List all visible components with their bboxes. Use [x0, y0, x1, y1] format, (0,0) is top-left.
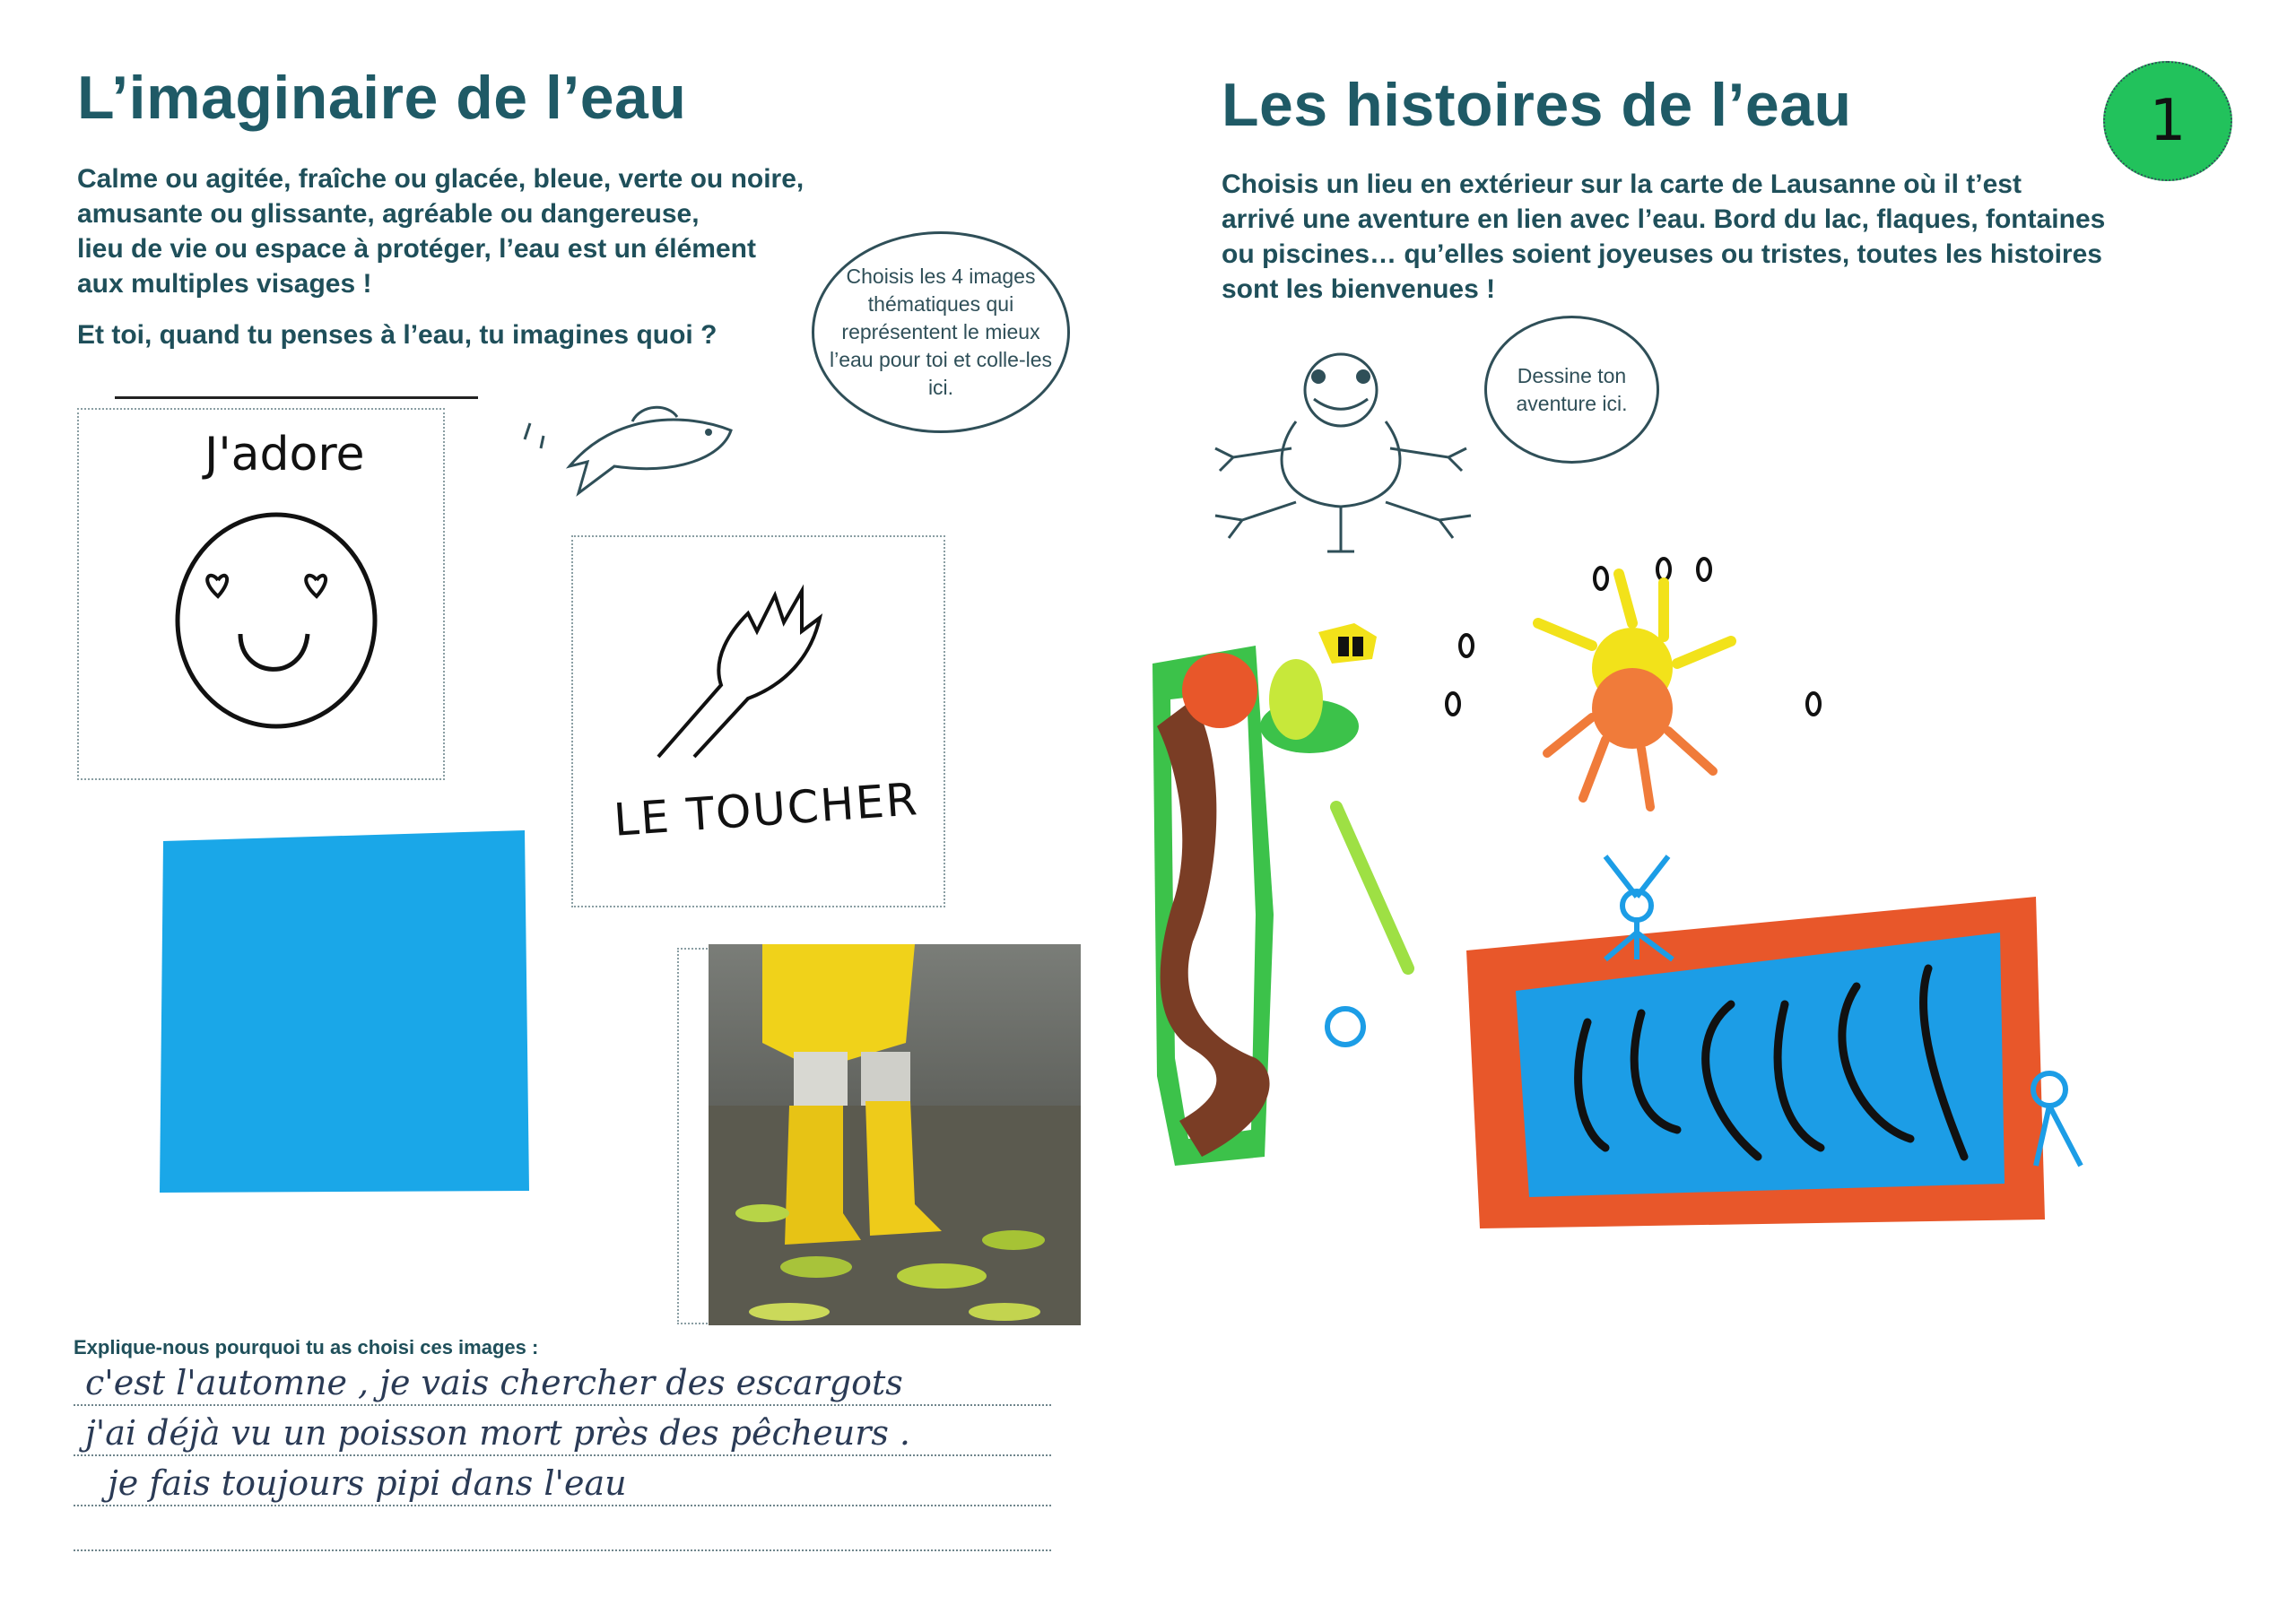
left-intro-line: lieu de vie ou espace à protéger, l’eau est un élément [77, 234, 756, 264]
right-page-title: Les histoires de l’eau [1222, 71, 1852, 139]
left-intro-line: amusante ou glissante, agréable ou dangereuse, [77, 199, 700, 229]
right-intro-line: sont les bienvenues ! [1222, 274, 1496, 304]
left-page-title: L’imaginaire de l’eau [77, 64, 687, 132]
right-intro-line: ou piscines… qu’elles soient joyeuses ou tristes, toutes les histoires [1222, 239, 2102, 269]
page-number-badge [2103, 61, 2232, 181]
left-speech-bubble: Choisis les 4 images thématiques qui représentent le mieux l’eau pour toi et colle-les ici. [812, 231, 1070, 433]
right-speech-bubble: Dessine ton aventure ici. [1484, 316, 1659, 464]
answer-line [74, 1505, 1051, 1506]
right-intro-line: Choisis un lieu en extérieur sur la carte de Lausanne où il t’est [1222, 169, 2022, 199]
left-intro-line: Calme ou agitée, fraîche ou glacée, bleue, verte ou noire, [77, 164, 804, 194]
card-jadore [77, 408, 445, 780]
answer-text: c'est l'automne , je vais chercher des escargots [85, 1363, 903, 1402]
card-jadore-text: J'adore [204, 428, 365, 482]
right-intro [1222, 167, 2208, 307]
blue-paper-square [152, 823, 529, 1195]
page-number-text: 1 [2149, 88, 2187, 154]
frog-icon [1206, 350, 1484, 556]
left-intro-line: aux multiples visages ! [77, 269, 372, 299]
answer-line [74, 1454, 1051, 1456]
left-intro [77, 161, 866, 352]
answer-text: j'ai déjà vu un poisson mort près des pêcheurs . [85, 1413, 911, 1453]
card-le-toucher [571, 535, 945, 907]
child-drawing [1139, 538, 2135, 1255]
photo-yellow-boots [709, 944, 1081, 1325]
card-le-toucher-text: LE TOUCHER [612, 773, 921, 846]
explain-label: Explique-nous pourquoi tu as choisi ces images : [74, 1336, 539, 1358]
fish-icon [516, 377, 749, 502]
right-intro-line: arrivé une aventure en lien avec l’eau. Bord du lac, flaques, fontaines [1222, 204, 2106, 234]
answer-line [74, 1549, 1051, 1551]
pasted-paper-edge [115, 396, 478, 399]
answer-line [74, 1404, 1051, 1406]
smiley-face-icon [164, 508, 388, 742]
left-question: Et toi, quand tu penses à l’eau, tu imagines quoi ? [77, 320, 718, 350]
hand-icon [649, 577, 829, 766]
answer-text: je fais toujours pipi dans l'eau [108, 1463, 627, 1503]
